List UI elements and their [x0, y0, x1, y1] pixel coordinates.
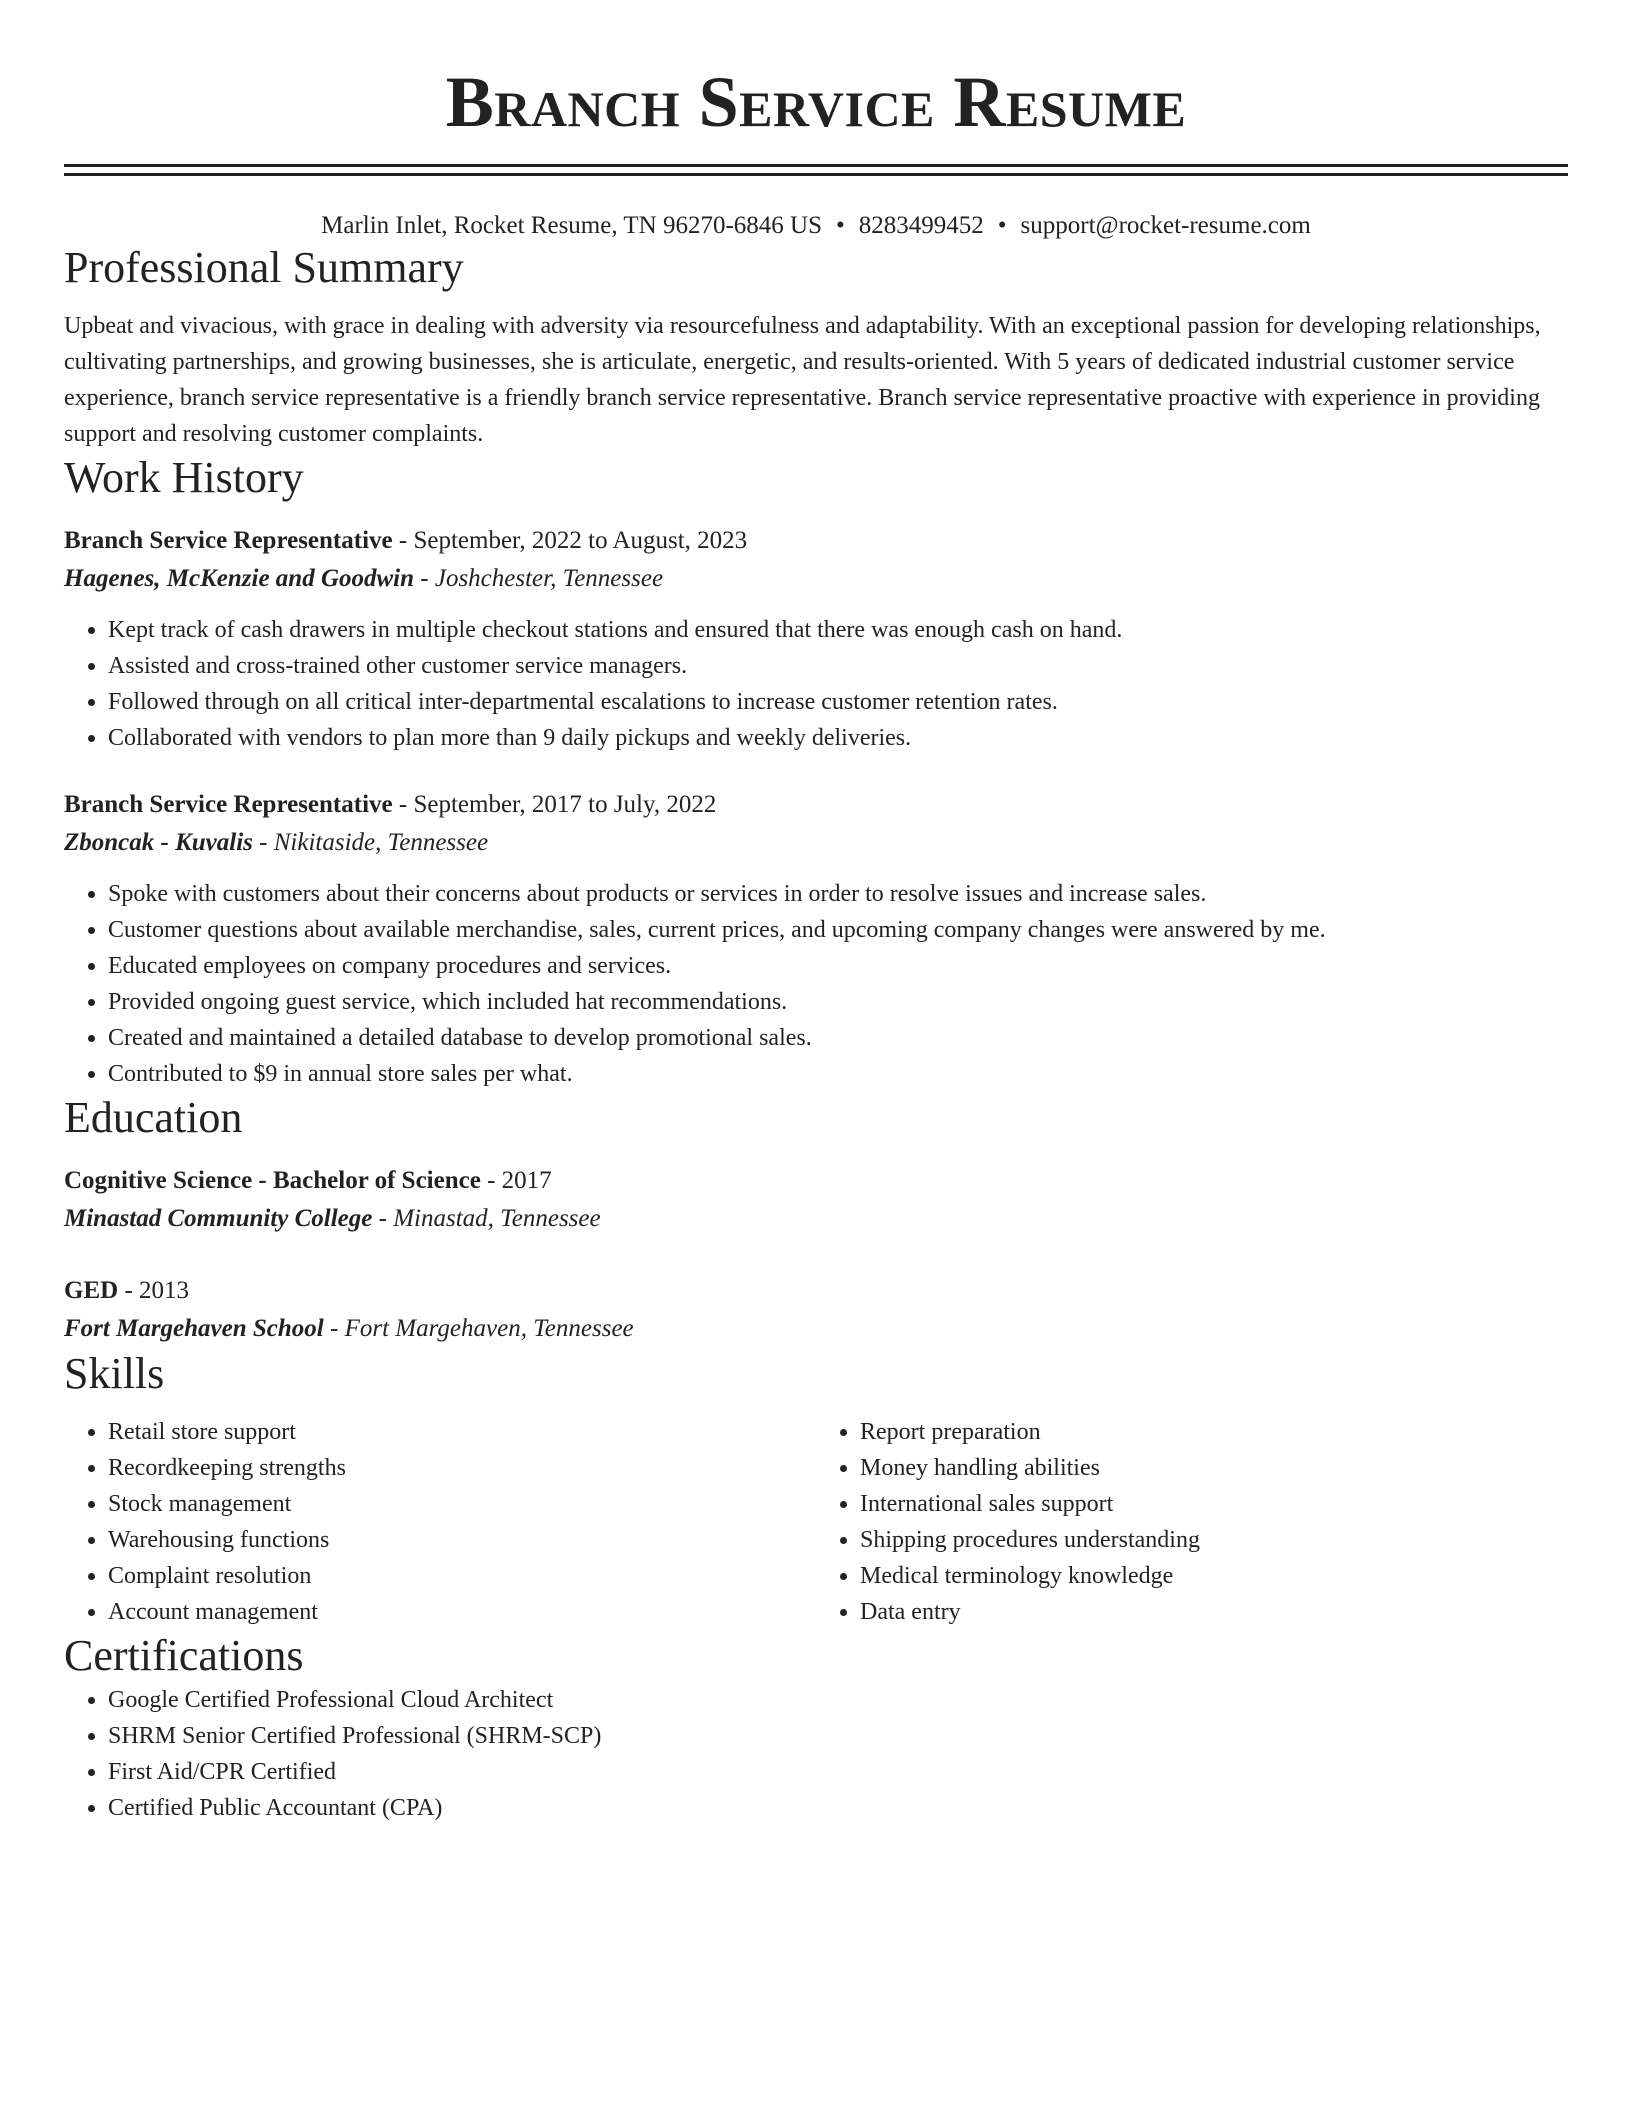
skill-item: • Report preparation — [860, 1414, 1568, 1450]
skill-item: • Shipping procedures understanding — [860, 1522, 1568, 1558]
job-entry — [64, 522, 1568, 756]
skill-item: • Recordkeeping strengths — [108, 1450, 816, 1486]
job-dates: - September, 2017 to July, 2022 — [392, 791, 717, 818]
skill-item: • Stock management — [108, 1486, 816, 1522]
skill-item: • International sales support — [860, 1486, 1568, 1522]
contact-email: support@rocket-resume.com — [1020, 212, 1311, 239]
education-entry — [64, 1272, 1568, 1348]
education-school: Fort Margehaven School — [64, 1315, 324, 1342]
summary-text: Upbeat and vivacious, with grace in dealing with adversity via resourcefulness and adaptability. With an exceptional passion for developing relationships, cultivating partnerships, and growing businesses, she is articulate, energetic, and results-oriented. With 5 years of dedicated industrial customer service experience, branch service representative is a friendly branch service representative. Branch service representative proactive with experience in providing support and resolving customer complaints. — [64, 313, 1541, 447]
job-duty: • Contributed to $9 in annual store sales per what. — [108, 1056, 1568, 1092]
certifications-list — [64, 1682, 1568, 1826]
skill-item: • Money handling abilities — [860, 1450, 1568, 1486]
education-header — [64, 1272, 1568, 1310]
education-school-line — [64, 1310, 1568, 1348]
job-duty: • Kept track of cash drawers in multiple checkout stations and ensured that there was enough cash on hand. — [108, 612, 1568, 648]
contact-separator: • — [997, 212, 1007, 239]
job-employer-line — [64, 560, 1568, 598]
education-year: - 2013 — [118, 1277, 190, 1304]
job-employer-line — [64, 824, 1568, 862]
skill-item: • Warehousing functions — [108, 1522, 816, 1558]
job-title: Branch Service Representative — [64, 527, 393, 554]
education-location: - Fort Margehaven, Tennessee — [323, 1315, 634, 1342]
job-duty: • Collaborated with vendors to plan more than 9 daily pickups and weekly deliveries. — [108, 720, 1568, 756]
education-year: - 2017 — [480, 1167, 552, 1194]
job-duties-list — [64, 876, 1568, 1092]
skill-item: • Retail store support — [108, 1414, 816, 1450]
skill-item: • Account management — [108, 1594, 816, 1630]
job-location: - Nikitaside, Tennessee — [252, 829, 489, 856]
job-company: Zboncak - Kuvalis — [64, 829, 253, 856]
title-divider-top — [64, 164, 1568, 167]
job-entry — [64, 786, 1568, 1092]
summary-heading: Professional Summary — [64, 243, 464, 292]
skills-columns — [64, 1414, 1568, 1630]
job-duties-list — [64, 612, 1568, 756]
education-heading: Education — [64, 1093, 243, 1142]
certification-item: • Google Certified Professional Cloud Architect — [108, 1682, 1568, 1718]
education-school: Minastad Community College — [64, 1205, 373, 1232]
education-school-line — [64, 1200, 1568, 1238]
contact-address: Marlin Inlet, Rocket Resume, TN 96270-6846 US — [321, 212, 823, 239]
skill-item: • Complaint resolution — [108, 1558, 816, 1594]
certification-item: • Certified Public Accountant (CPA) — [108, 1790, 1568, 1826]
job-header — [64, 522, 1568, 560]
resume-title: Branch Service Resume — [445, 62, 1187, 142]
job-duty: • Educated employees on company procedures and services. — [108, 948, 1568, 984]
job-title: Branch Service Representative — [64, 791, 393, 818]
job-duty: • Followed through on all critical inter-departmental escalations to increase customer retention rates. — [108, 684, 1568, 720]
education-entry — [64, 1162, 1568, 1238]
job-duty: • Provided ongoing guest service, which included hat recommendations. — [108, 984, 1568, 1020]
job-duty: • Assisted and cross-trained other customer service managers. — [108, 648, 1568, 684]
job-header — [64, 786, 1568, 824]
job-duty: • Created and maintained a detailed database to develop promotional sales. — [108, 1020, 1568, 1056]
education-location: - Minastad, Tennessee — [372, 1205, 601, 1232]
job-duty: • Spoke with customers about their concerns about products or services in order to resolve issues and increase sales. — [108, 876, 1568, 912]
education-degree: GED — [64, 1277, 119, 1304]
job-location: - Joshchester, Tennessee — [414, 565, 664, 592]
job-company: Hagenes, McKenzie and Goodwin — [64, 565, 415, 592]
skill-item: • Data entry — [860, 1594, 1568, 1630]
contact-separator: • — [836, 212, 845, 239]
title-divider-bottom — [64, 173, 1568, 176]
education-degree: Cognitive Science - Bachelor of Science — [64, 1167, 481, 1194]
skill-item: • Medical terminology knowledge — [860, 1558, 1568, 1594]
contact-phone: 8283499452 — [858, 212, 984, 239]
skills-heading: Skills — [64, 1349, 165, 1398]
skills-list-right — [816, 1414, 1568, 1630]
education-header — [64, 1162, 1568, 1200]
certification-item: • SHRM Senior Certified Professional (SHRM-SCP) — [108, 1718, 1568, 1754]
certification-item: • First Aid/CPR Certified — [108, 1754, 1568, 1790]
contact-line — [64, 210, 1568, 242]
certifications-heading: Certifications — [64, 1631, 304, 1680]
job-duty: • Customer questions about available merchandise, sales, current prices, and upcoming company changes were answered by me. — [108, 912, 1568, 948]
skills-list-left — [64, 1414, 816, 1630]
job-dates: - September, 2022 to August, 2023 — [392, 527, 748, 554]
work-history-heading: Work History — [64, 453, 304, 502]
